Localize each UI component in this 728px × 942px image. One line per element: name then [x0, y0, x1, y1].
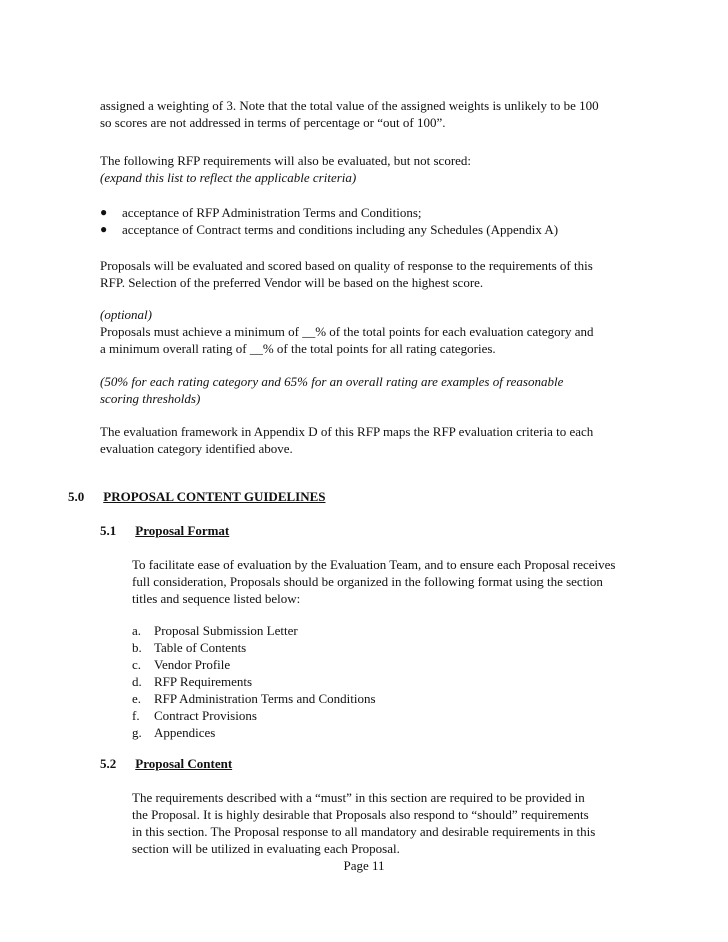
bullet-text: acceptance of RFP Administration Terms and Conditions;	[122, 205, 422, 220]
optional-line: a minimum overall rating of __% of the total points for all rating categories.	[100, 341, 496, 356]
section-number: 5.0	[68, 489, 85, 504]
section-heading-5-2	[100, 755, 232, 772]
section-number: 5.2	[100, 756, 117, 771]
list-item	[132, 690, 532, 707]
list-item-label: b.	[132, 640, 142, 655]
not-scored-paragraph	[100, 152, 471, 186]
proposal-format-line: To facilitate ease of evaluation by the Evaluation Team, and to ensure each Proposal receives	[132, 557, 616, 572]
section-title: Proposal Format	[135, 523, 230, 538]
page-number: Page 11	[343, 858, 385, 873]
not-scored-note: (expand this list to reflect the applicable criteria)	[100, 170, 357, 185]
proposal-content-line: The requirements described with a “must” in this section are required to be provided in	[132, 790, 585, 805]
bullet-icon: ●	[100, 222, 108, 236]
bullet-item	[100, 204, 660, 221]
list-item-text: Contract Provisions	[154, 708, 257, 723]
framework-paragraph	[100, 423, 593, 457]
list-item-text: Vendor Profile	[154, 657, 231, 672]
section-number: 5.1	[100, 523, 117, 538]
list-item	[132, 724, 532, 741]
framework-line: evaluation category identified above.	[100, 441, 293, 456]
list-item	[132, 656, 532, 673]
list-item-text: Appendices	[154, 725, 216, 740]
thresholds-line: (50% for each rating category and 65% for an overall rating are examples of reasonable	[100, 374, 564, 389]
section-heading-5-1	[100, 522, 229, 539]
list-item-label: a.	[132, 623, 142, 638]
proposal-format-list	[132, 622, 532, 741]
section-title: Proposal Content	[135, 756, 233, 771]
proposal-content-line: the Proposal. It is highly desirable that Proposals also respond to “should” requirements	[132, 807, 589, 822]
bullet-text: acceptance of Contract terms and conditions including any Schedules (Appendix A)	[122, 222, 559, 237]
not-scored-bullet-list	[100, 204, 660, 238]
list-item-label: f.	[132, 708, 140, 723]
bullet-item	[100, 221, 660, 238]
intro-line: assigned a weighting of 3. Note that the total value of the assigned weights is unlikely to be 100	[100, 98, 599, 113]
list-item	[132, 622, 532, 639]
proposal-format-line: titles and sequence listed below:	[132, 591, 301, 606]
optional-paragraph	[100, 306, 594, 357]
proposal-format-paragraph	[132, 556, 615, 607]
list-item	[132, 707, 532, 724]
intro-paragraph	[100, 97, 599, 131]
bullet-icon: ●	[100, 205, 108, 219]
list-item-text: RFP Requirements	[154, 674, 253, 689]
section-title: PROPOSAL CONTENT GUIDELINES	[103, 489, 326, 504]
proposal-content-line: section will be utilized in evaluating each Proposal.	[132, 841, 400, 856]
thresholds-note	[100, 373, 563, 407]
proposal-content-paragraph	[132, 789, 595, 857]
scoring-paragraph	[100, 257, 593, 291]
list-item-text: RFP Administration Terms and Conditions	[154, 691, 376, 706]
section-heading-5	[68, 488, 326, 505]
framework-line: The evaluation framework in Appendix D of this RFP maps the RFP evaluation criteria to each	[100, 424, 594, 439]
list-item-label: e.	[132, 691, 142, 706]
list-item-text: Table of Contents	[154, 640, 247, 655]
proposal-format-line: full consideration, Proposals should be organized in the following format using the section	[132, 574, 603, 589]
list-item-label: c.	[132, 657, 142, 672]
list-item-text: Proposal Submission Letter	[154, 623, 298, 638]
list-item	[132, 673, 532, 690]
proposal-content-line: in this section. The Proposal response to all mandatory and desirable requirements in this	[132, 824, 596, 839]
not-scored-lead: The following RFP requirements will also be evaluated, but not scored:	[100, 153, 472, 168]
list-item	[132, 639, 532, 656]
optional-line: Proposals must achieve a minimum of __% of the total points for each evaluation category and	[100, 324, 594, 339]
optional-label: (optional)	[100, 307, 152, 322]
scoring-line: Proposals will be evaluated and scored based on quality of response to the requirements of this	[100, 258, 593, 273]
intro-line: so scores are not addressed in terms of percentage or “out of 100”.	[100, 115, 446, 130]
list-item-label: d.	[132, 674, 142, 689]
thresholds-line: scoring thresholds)	[100, 391, 201, 406]
scoring-line: RFP. Selection of the preferred Vendor will be based on the highest score.	[100, 275, 484, 290]
list-item-label: g.	[132, 725, 142, 740]
